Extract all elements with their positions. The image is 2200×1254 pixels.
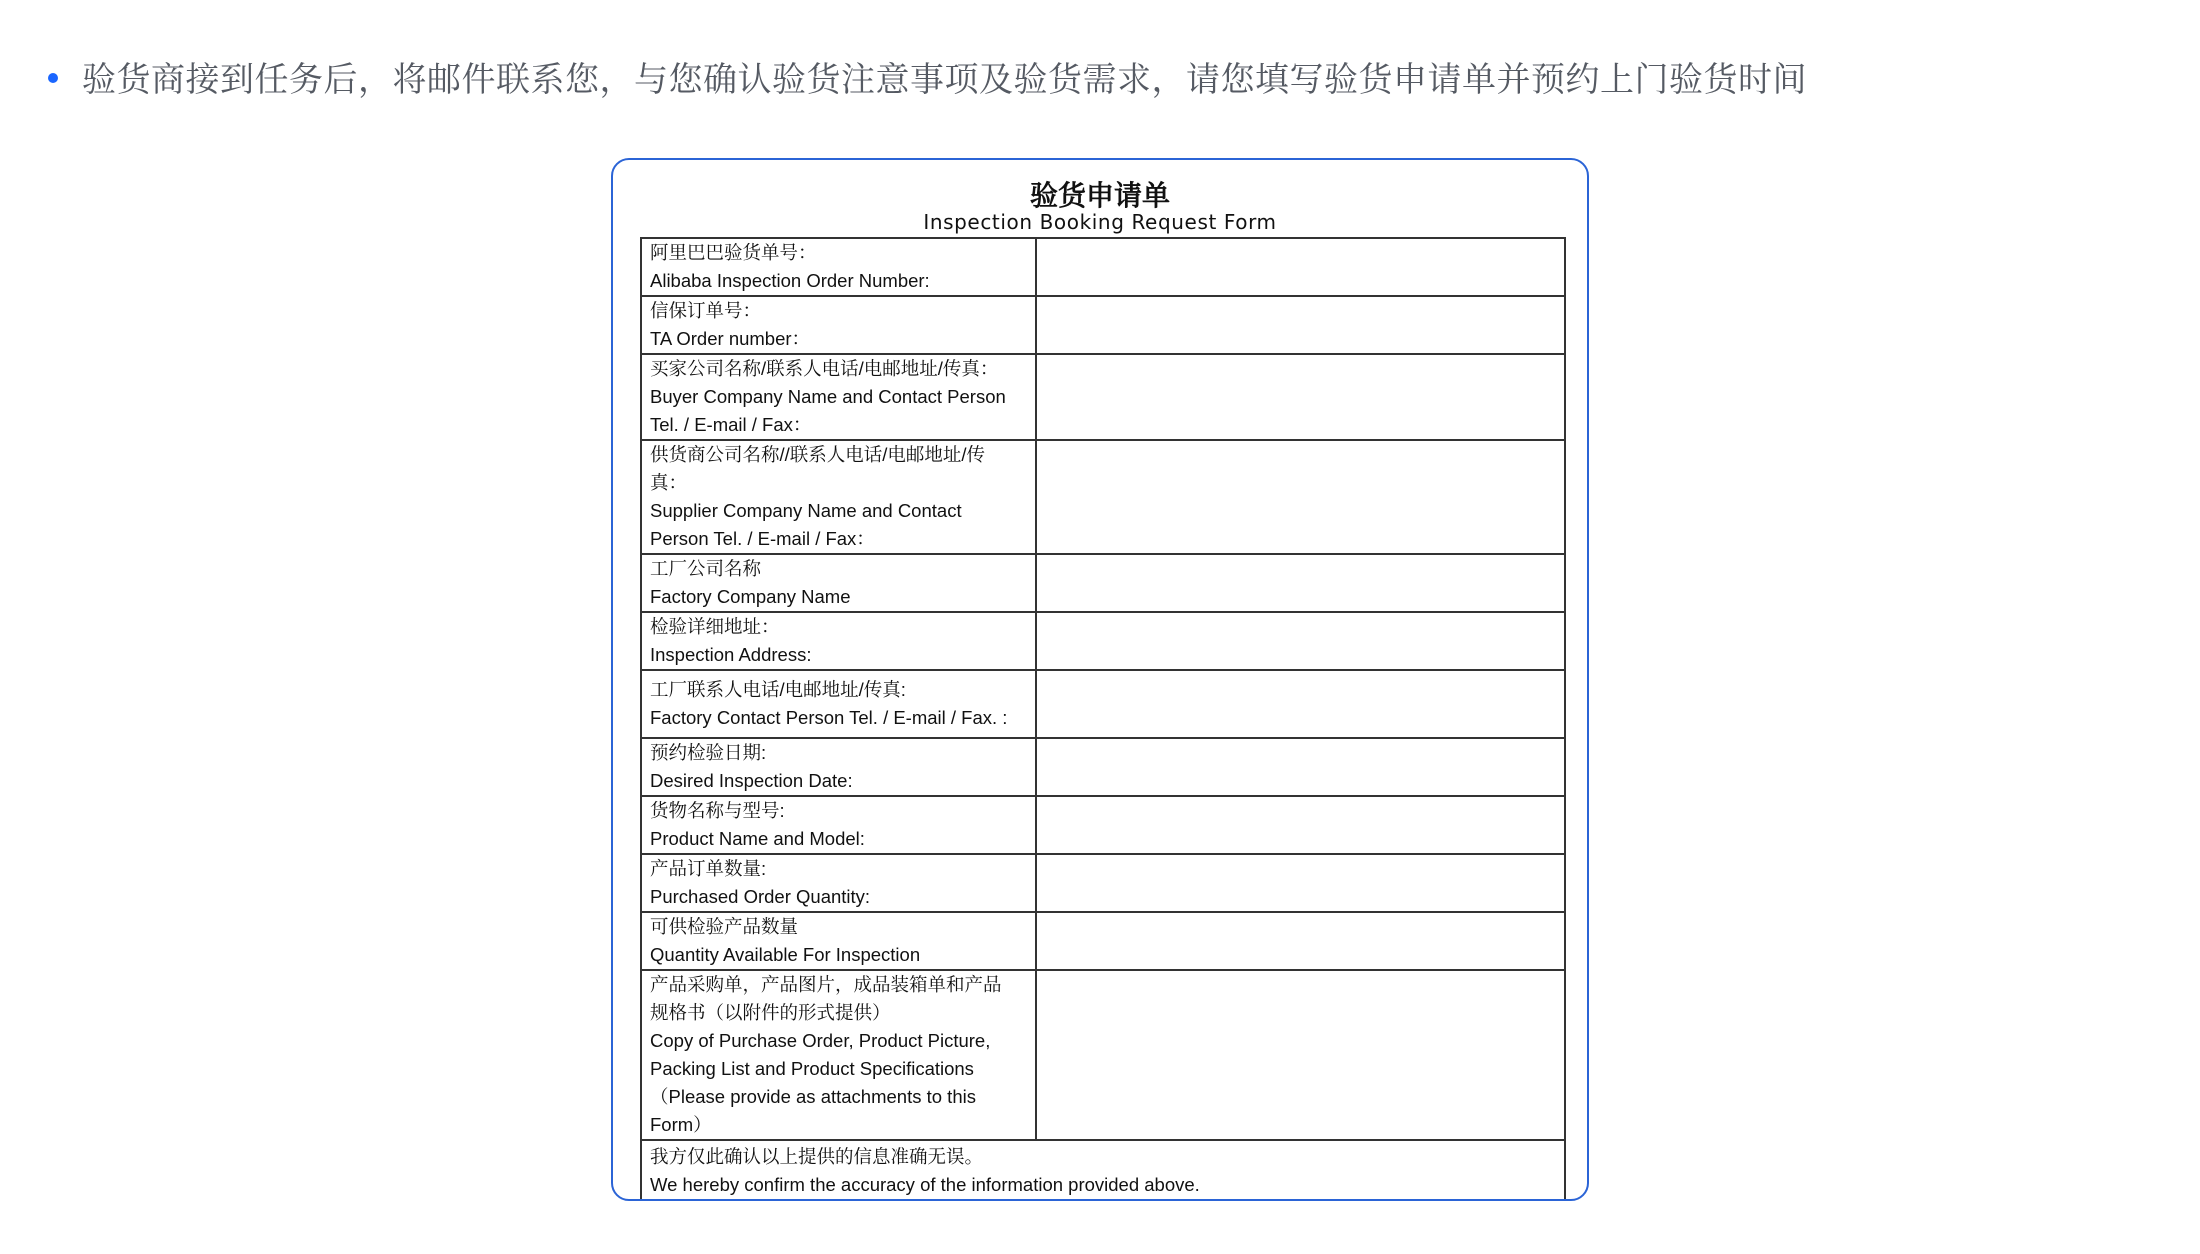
form-field-label-line: Factory Company Name — [650, 586, 851, 607]
form-image-frame — [611, 158, 1589, 1201]
bullet-dot-icon — [48, 73, 58, 83]
form-field-label — [641, 670, 1036, 738]
form-field-label-line: 预约检验日期: — [650, 742, 767, 763]
form-field-label-line: Inspection Address: — [650, 644, 812, 665]
form-row — [641, 912, 1565, 970]
form-field-label — [641, 238, 1036, 296]
intro-bullet-item — [48, 52, 1807, 101]
form-field-label-line: Product Name and Model: — [650, 828, 865, 849]
form-row — [641, 554, 1565, 612]
form-title: 验货申请单 — [1029, 179, 1170, 212]
form-field-label-line: 工厂联系人电话/电邮地址/传真: — [650, 679, 906, 700]
form-field-value[interactable] — [1036, 612, 1565, 670]
form-field-label-line: 工厂公司名称 — [650, 558, 762, 579]
form-field-label-line: 产品订单数量: — [650, 858, 767, 879]
form-row — [641, 670, 1565, 738]
form-field-value[interactable] — [1036, 670, 1565, 738]
form-field-label-line: （Please provide as attachments to this — [650, 1086, 976, 1107]
form-field-label — [641, 854, 1036, 912]
form-row — [641, 612, 1565, 670]
form-field-label-line: Factory Contact Person Tel. / E-mail / Fax. : — [650, 707, 1008, 728]
confirmation-statement — [641, 1140, 1565, 1201]
form-field-label-line: 规格书（以附件的形式提供） — [650, 1002, 891, 1023]
form-field-label-line: Copy of Purchase Order, Product Picture, — [650, 1030, 991, 1051]
form-field-label-line: Form） — [650, 1114, 712, 1135]
form-field-label — [641, 440, 1036, 554]
form-field-label-line: 供货商公司名称//联系人电话/电邮地址/传 — [650, 444, 986, 465]
form-field-value[interactable] — [1036, 296, 1565, 354]
form-field-label-line: 可供检验产品数量 — [650, 916, 799, 937]
confirmation-line: 我方仅此确认以上提供的信息准确无误。 — [650, 1146, 984, 1167]
form-row — [641, 854, 1565, 912]
form-field-label-line: Purchased Order Quantity: — [650, 886, 871, 907]
form-field-label-line: Desired Inspection Date: — [650, 770, 853, 791]
form-field-label-line: Tel. / E-mail / Fax： — [650, 414, 812, 435]
form-field-value[interactable] — [1036, 738, 1565, 796]
form-field-value[interactable] — [1036, 854, 1565, 912]
form-row — [641, 296, 1565, 354]
form-field-label — [641, 354, 1036, 440]
form-field-label-line: Packing List and Product Specifications — [650, 1058, 974, 1079]
form-row — [641, 354, 1565, 440]
form-row — [641, 440, 1565, 554]
form-field-label — [641, 296, 1036, 354]
form-row — [641, 796, 1565, 854]
form-field-label-line: 买家公司名称/联系人电话/电邮地址/传真： — [650, 358, 999, 379]
intro-text: 验货商接到任务后，将邮件联系您，与您确认验货注意事项及验货需求，请您填写验货申请单并预约上门验货时间 — [82, 60, 1807, 100]
form-field-label — [641, 612, 1036, 670]
form-subtitle: Inspection Booking Request Form — [923, 210, 1277, 234]
form-field-label-line: 检验详细地址： — [650, 616, 780, 637]
form-field-label-line: 产品采购单，产品图片，成品装箱单和产品 — [650, 974, 1002, 995]
form-row — [641, 238, 1565, 296]
form-field-value[interactable] — [1036, 354, 1565, 440]
form-field-label — [641, 554, 1036, 612]
form-field-label-line: Buyer Company Name and Contact Person — [650, 386, 1006, 407]
form-field-label-line: 货物名称与型号: — [650, 800, 785, 821]
form-row — [641, 970, 1565, 1140]
form-row — [641, 738, 1565, 796]
form-field-label-line: Person Tel. / E-mail / Fax： — [650, 528, 875, 549]
confirmation-line: We hereby confirm the accuracy of the information provided above. — [650, 1174, 1200, 1195]
form-field-label-line: Alibaba Inspection Order Number: — [650, 270, 930, 291]
form-field-label-line: 信保订单号： — [650, 300, 762, 321]
form-field-label-line: TA Order number： — [650, 328, 811, 349]
form-field-label-line: Quantity Available For Inspection — [650, 944, 921, 965]
form-field-label — [641, 796, 1036, 854]
form-field-value[interactable] — [1036, 796, 1565, 854]
inspection-form-table — [640, 237, 1566, 1201]
confirmation-row — [641, 1140, 1565, 1201]
form-field-label — [641, 738, 1036, 796]
form-field-value[interactable] — [1036, 440, 1565, 554]
form-field-label-line: 真： — [650, 472, 688, 493]
form-field-value[interactable] — [1036, 238, 1565, 296]
form-field-label-line: 阿里巴巴验货单号： — [650, 242, 817, 263]
form-field-value[interactable] — [1036, 912, 1565, 970]
form-field-label — [641, 970, 1036, 1140]
form-field-label — [641, 912, 1036, 970]
form-field-label-line: Supplier Company Name and Contact — [650, 500, 962, 521]
form-field-value[interactable] — [1036, 970, 1565, 1140]
form-field-value[interactable] — [1036, 554, 1565, 612]
